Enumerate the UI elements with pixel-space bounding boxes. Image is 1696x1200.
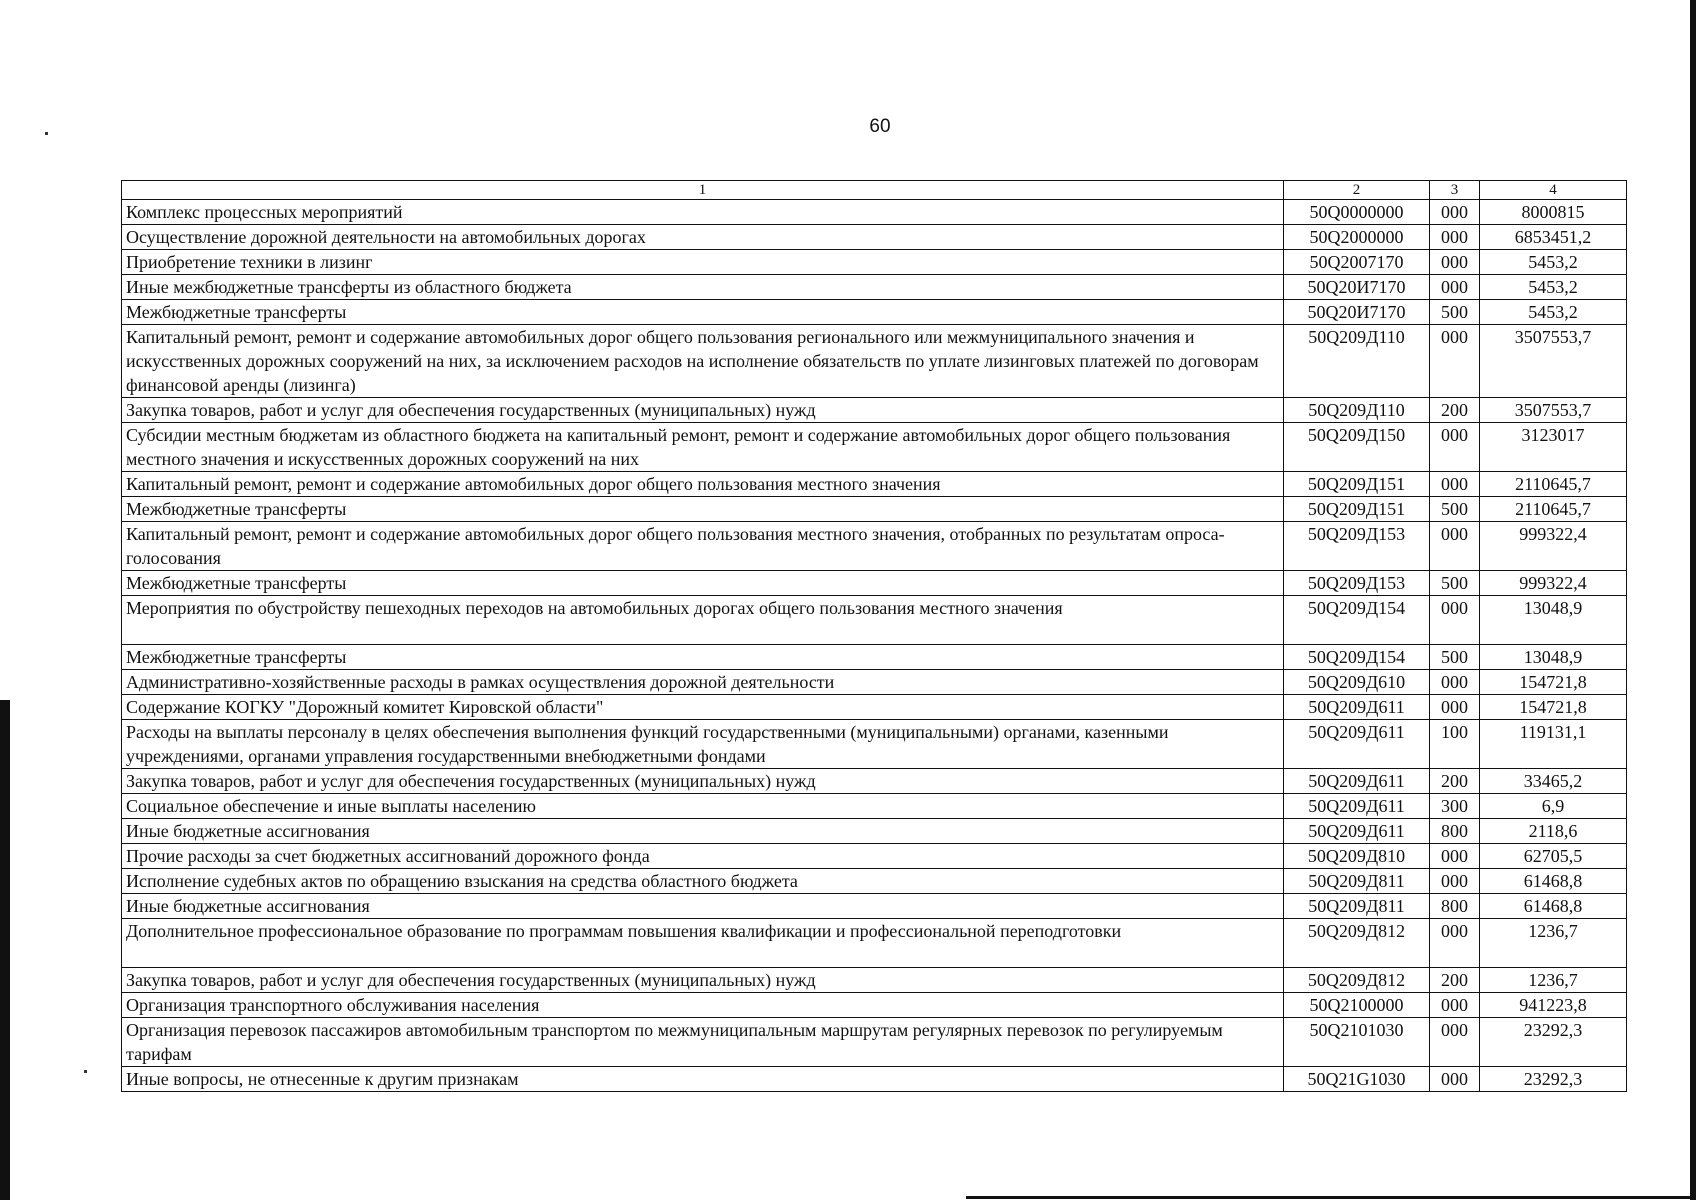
row-amount-cell: 5453,2	[1480, 300, 1627, 325]
row-kind-cell: 000	[1430, 423, 1480, 472]
row-amount-cell: 62705,5	[1480, 844, 1627, 869]
row-amount-cell: 23292,3	[1480, 1018, 1627, 1067]
row-name-cell: Административно-хозяйственные расходы в рамках осуществления дорожной деятельности	[122, 670, 1284, 695]
row-amount-cell: 2110645,7	[1480, 497, 1627, 522]
row-amount-cell: 3507553,7	[1480, 398, 1627, 423]
row-code-cell: 50Q209Д611	[1284, 720, 1430, 769]
budget-table	[121, 180, 1627, 1092]
row-amount-cell: 23292,3	[1480, 1067, 1627, 1092]
table-row	[122, 993, 1627, 1018]
row-amount-cell: 13048,9	[1480, 645, 1627, 670]
table-row	[122, 522, 1627, 571]
row-code-cell: 50Q209Д151	[1284, 472, 1430, 497]
row-code-cell: 50Q20И7170	[1284, 275, 1430, 300]
table-row	[122, 919, 1627, 968]
row-name-cell: Капитальный ремонт, ремонт и содержание автомобильных дорог общего пользования местного значения	[122, 472, 1284, 497]
row-kind-cell: 000	[1430, 919, 1480, 968]
table-row	[122, 423, 1627, 472]
row-kind-cell: 000	[1430, 596, 1480, 645]
row-name-cell: Закупка товаров, работ и услуг для обеспечения государственных (муниципальных) нужд	[122, 398, 1284, 423]
row-name-cell: Приобретение техники в лизинг	[122, 250, 1284, 275]
row-name-cell: Межбюджетные трансферты	[122, 497, 1284, 522]
row-kind-cell: 500	[1430, 300, 1480, 325]
row-code-cell: 50Q209Д812	[1284, 968, 1430, 993]
row-amount-cell: 61468,8	[1480, 869, 1627, 894]
row-kind-cell: 800	[1430, 819, 1480, 844]
row-code-cell: 50Q209Д611	[1284, 769, 1430, 794]
row-code-cell: 50Q209Д810	[1284, 844, 1430, 869]
row-kind-cell: 000	[1430, 695, 1480, 720]
row-code-cell: 50Q20И7170	[1284, 300, 1430, 325]
row-kind-cell: 800	[1430, 894, 1480, 919]
row-code-cell: 50Q209Д611	[1284, 794, 1430, 819]
row-code-cell: 50Q2100000	[1284, 993, 1430, 1018]
row-code-cell: 50Q2000000	[1284, 225, 1430, 250]
row-amount-cell: 999322,4	[1480, 571, 1627, 596]
row-code-cell: 50Q209Д812	[1284, 919, 1430, 968]
row-code-cell: 50Q209Д611	[1284, 695, 1430, 720]
row-code-cell: 50Q209Д151	[1284, 497, 1430, 522]
scan-edge-bottom	[966, 1196, 1696, 1199]
table-row	[122, 1067, 1627, 1092]
column-header-1: 1	[122, 181, 1284, 200]
row-amount-cell: 3507553,7	[1480, 325, 1627, 398]
table-row	[122, 968, 1627, 993]
row-code-cell: 50Q0000000	[1284, 200, 1430, 225]
table-row	[122, 695, 1627, 720]
row-amount-cell: 154721,8	[1480, 695, 1627, 720]
row-kind-cell: 500	[1430, 497, 1480, 522]
row-name-cell: Организация перевозок пассажиров автомобильным транспортом по межмуниципальным маршрутам регулярных перевозок по регулируемым тарифам	[122, 1018, 1284, 1067]
row-kind-cell: 200	[1430, 968, 1480, 993]
row-kind-cell: 000	[1430, 250, 1480, 275]
row-amount-cell: 3123017	[1480, 423, 1627, 472]
row-kind-cell: 000	[1430, 325, 1480, 398]
row-amount-cell: 2118,6	[1480, 819, 1627, 844]
table-row	[122, 300, 1627, 325]
row-code-cell: 50Q209Д110	[1284, 398, 1430, 423]
row-code-cell: 50Q209Д153	[1284, 522, 1430, 571]
row-kind-cell: 000	[1430, 472, 1480, 497]
table-row	[122, 1018, 1627, 1067]
row-amount-cell: 2110645,7	[1480, 472, 1627, 497]
row-amount-cell: 61468,8	[1480, 894, 1627, 919]
column-header-2: 2	[1284, 181, 1430, 200]
scan-edge-right	[1690, 0, 1696, 1200]
table-row	[122, 250, 1627, 275]
row-name-cell: Иные бюджетные ассигнования	[122, 894, 1284, 919]
row-amount-cell: 8000815	[1480, 200, 1627, 225]
table-body	[122, 200, 1627, 1092]
table-row	[122, 794, 1627, 819]
row-kind-cell: 500	[1430, 571, 1480, 596]
row-name-cell: Мероприятия по обустройству пешеходных переходов на автомобильных дорогах общего пользования местного значения	[122, 596, 1284, 645]
table-row	[122, 894, 1627, 919]
row-code-cell: 50Q209Д811	[1284, 894, 1430, 919]
scan-speck	[45, 132, 48, 135]
row-kind-cell: 000	[1430, 522, 1480, 571]
row-code-cell: 50Q209Д154	[1284, 645, 1430, 670]
row-name-cell: Содержание КОГКУ "Дорожный комитет Кировской области"	[122, 695, 1284, 720]
row-amount-cell: 5453,2	[1480, 250, 1627, 275]
row-name-cell: Исполнение судебных актов по обращению взыскания на средства областного бюджета	[122, 869, 1284, 894]
row-name-cell: Капитальный ремонт, ремонт и содержание автомобильных дорог общего пользования местного значения, отобранных по результатам опроса-голосования	[122, 522, 1284, 571]
table-row	[122, 596, 1627, 645]
table-header-row	[122, 181, 1627, 200]
row-name-cell: Расходы на выплаты персоналу в целях обеспечения выполнения функций государственными (муниципальными) органами, казенными учреждениями, органами управления государственными внебюджетными фондами	[122, 720, 1284, 769]
row-name-cell: Социальное обеспечение и иные выплаты населению	[122, 794, 1284, 819]
row-kind-cell: 200	[1430, 769, 1480, 794]
row-amount-cell: 33465,2	[1480, 769, 1627, 794]
row-amount-cell: 154721,8	[1480, 670, 1627, 695]
column-header-4: 4	[1480, 181, 1627, 200]
row-name-cell: Иные вопросы, не отнесенные к другим признакам	[122, 1067, 1284, 1092]
row-name-cell: Межбюджетные трансферты	[122, 300, 1284, 325]
table-row	[122, 472, 1627, 497]
column-header-3: 3	[1430, 181, 1480, 200]
row-kind-cell: 300	[1430, 794, 1480, 819]
row-code-cell: 50Q209Д610	[1284, 670, 1430, 695]
table-row	[122, 571, 1627, 596]
row-kind-cell: 000	[1430, 869, 1480, 894]
table-row	[122, 720, 1627, 769]
scan-speck	[84, 1070, 87, 1073]
row-name-cell: Закупка товаров, работ и услуг для обеспечения государственных (муниципальных) нужд	[122, 769, 1284, 794]
row-kind-cell: 000	[1430, 225, 1480, 250]
row-name-cell: Прочие расходы за счет бюджетных ассигнований дорожного фонда	[122, 844, 1284, 869]
row-kind-cell: 000	[1430, 1067, 1480, 1092]
row-name-cell: Осуществление дорожной деятельности на автомобильных дорогах	[122, 225, 1284, 250]
row-code-cell: 50Q21G1030	[1284, 1067, 1430, 1092]
row-code-cell: 50Q2101030	[1284, 1018, 1430, 1067]
row-amount-cell: 5453,2	[1480, 275, 1627, 300]
row-amount-cell: 999322,4	[1480, 522, 1627, 571]
row-name-cell: Иные межбюджетные трансферты из областного бюджета	[122, 275, 1284, 300]
row-amount-cell: 13048,9	[1480, 596, 1627, 645]
row-name-cell: Капитальный ремонт, ремонт и содержание автомобильных дорог общего пользования регионального или межмуниципального значения и искусственных дорожных сооружений на них, за исключением расходов на исполнение обязательств по уплате лизинговых платежей по договорам финансовой аренды (лизинга)	[122, 325, 1284, 398]
table-row	[122, 497, 1627, 522]
row-amount-cell: 119131,1	[1480, 720, 1627, 769]
row-name-cell: Дополнительное профессиональное образование по программам повышения квалификации и профессиональной переподготовки	[122, 919, 1284, 968]
row-amount-cell: 1236,7	[1480, 919, 1627, 968]
row-kind-cell: 000	[1430, 1018, 1480, 1067]
row-name-cell: Иные бюджетные ассигнования	[122, 819, 1284, 844]
table-row	[122, 819, 1627, 844]
row-name-cell: Межбюджетные трансферты	[122, 571, 1284, 596]
row-code-cell: 50Q209Д611	[1284, 819, 1430, 844]
page-number: 60	[869, 116, 891, 137]
table-row	[122, 225, 1627, 250]
table-row	[122, 670, 1627, 695]
row-name-cell: Субсидии местным бюджетам из областного бюджета на капитальный ремонт, ремонт и содержание автомобильных дорог общего пользования местного значения и искусственных дорожных сооружений на них	[122, 423, 1284, 472]
row-amount-cell: 6,9	[1480, 794, 1627, 819]
row-name-cell: Межбюджетные трансферты	[122, 645, 1284, 670]
row-kind-cell: 500	[1430, 645, 1480, 670]
row-kind-cell: 000	[1430, 275, 1480, 300]
table-row	[122, 325, 1627, 398]
row-name-cell: Организация транспортного обслуживания населения	[122, 993, 1284, 1018]
table-row	[122, 645, 1627, 670]
row-code-cell: 50Q209Д153	[1284, 571, 1430, 596]
row-kind-cell: 000	[1430, 844, 1480, 869]
row-code-cell: 50Q209Д150	[1284, 423, 1430, 472]
row-code-cell: 50Q209Д811	[1284, 869, 1430, 894]
row-kind-cell: 000	[1430, 200, 1480, 225]
row-amount-cell: 941223,8	[1480, 993, 1627, 1018]
table-row	[122, 869, 1627, 894]
row-kind-cell: 000	[1430, 993, 1480, 1018]
table-row	[122, 200, 1627, 225]
table-row	[122, 769, 1627, 794]
row-code-cell: 50Q2007170	[1284, 250, 1430, 275]
row-kind-cell: 200	[1430, 398, 1480, 423]
table-row	[122, 275, 1627, 300]
table-row	[122, 398, 1627, 423]
row-code-cell: 50Q209Д154	[1284, 596, 1430, 645]
row-name-cell: Комплекс процессных мероприятий	[122, 200, 1284, 225]
row-kind-cell: 000	[1430, 670, 1480, 695]
row-kind-cell: 100	[1430, 720, 1480, 769]
row-code-cell: 50Q209Д110	[1284, 325, 1430, 398]
row-name-cell: Закупка товаров, работ и услуг для обеспечения государственных (муниципальных) нужд	[122, 968, 1284, 993]
row-amount-cell: 1236,7	[1480, 968, 1627, 993]
table-row	[122, 844, 1627, 869]
row-amount-cell: 6853451,2	[1480, 225, 1627, 250]
scan-edge-left	[0, 700, 10, 1200]
